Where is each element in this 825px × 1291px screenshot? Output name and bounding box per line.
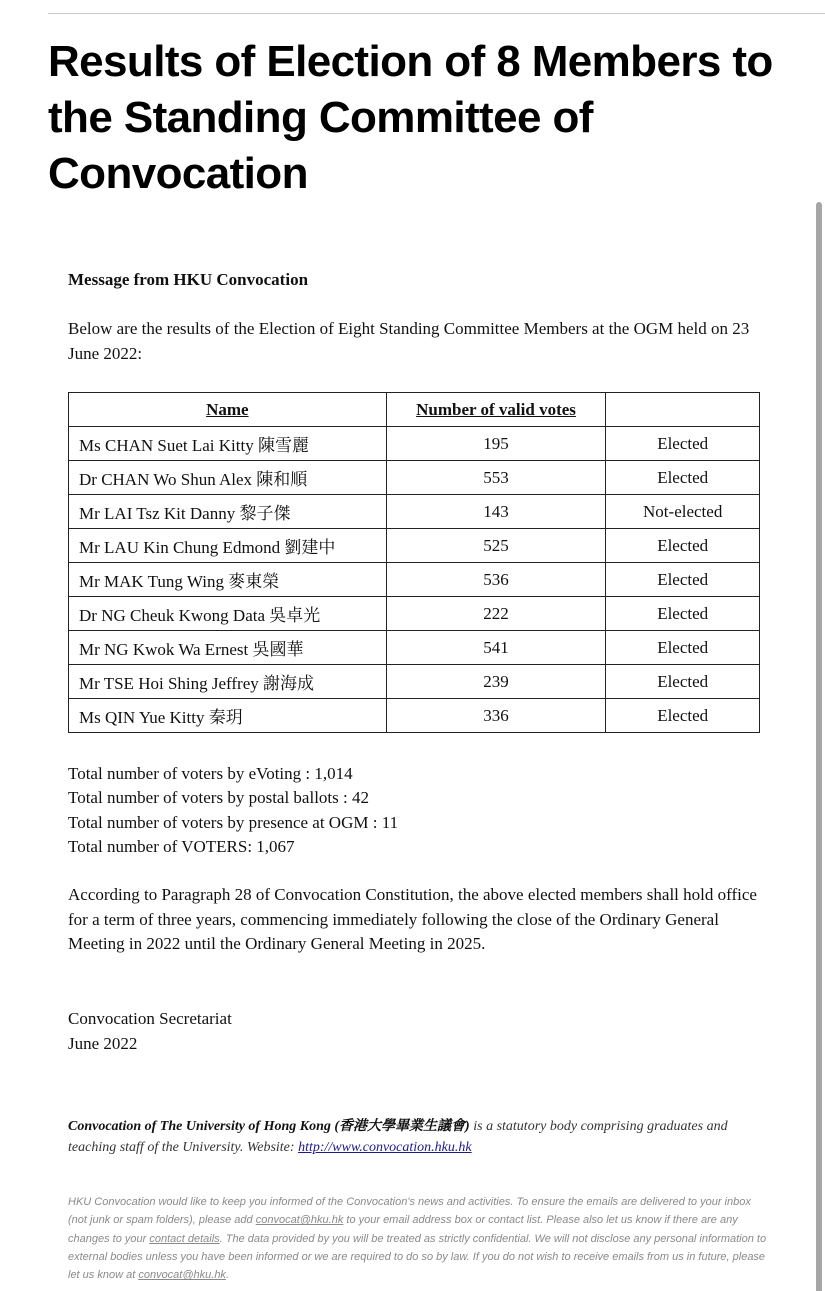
total-voters: Total number of VOTERS: 1,067 [68, 836, 295, 856]
candidate-name: Ms CHAN Suet Lai Kitty 陳雪麗 [69, 427, 387, 461]
table-row [69, 427, 760, 461]
email-body [68, 268, 768, 366]
valid-votes: 239 [386, 665, 606, 699]
valid-votes: 222 [386, 597, 606, 631]
election-status: Elected [606, 699, 760, 733]
term-paragraph: According to Paragraph 28 of Convocation Constitution, the above elected members shall hold office for a term of three years, commencing immediately following the close of the Ordinary General Meeting in 2022 until the Ordinary General Meeting in 2025. [68, 885, 757, 953]
email-link[interactable]: convocat@hku.hk [138, 1269, 226, 1282]
valid-votes: 525 [386, 529, 606, 563]
disclaimer-text: HKU Convocation would like to keep you informed of the Convocation's news and activities. To ensure the emails are delivered to your inbox (not junk or spam folders), please add [68, 1196, 751, 1227]
voter-totals [68, 762, 398, 859]
election-status: Elected [606, 427, 760, 461]
candidate-name: Mr TSE Hoi Shing Jeffrey 謝海成 [69, 665, 387, 699]
disclaimer [68, 1193, 768, 1284]
valid-votes: 536 [386, 563, 606, 597]
header-name: Name [69, 393, 387, 427]
election-status: Elected [606, 563, 760, 597]
header-votes: Number of valid votes [386, 393, 606, 427]
election-status: Elected [606, 665, 760, 699]
election-results-table [68, 392, 760, 733]
election-status: Elected [606, 529, 760, 563]
page-title: Results of Election of 8 Members to the Standing Committee of Convocation [48, 37, 773, 198]
candidate-name: Dr NG Cheuk Kwong Data 吳卓光 [69, 597, 387, 631]
total-presence: Total number of voters by presence at OGM : 11 [68, 812, 399, 832]
election-status: Elected [606, 631, 760, 665]
intro-paragraph: Below are the results of the Election of Eight Standing Committee Members at the OGM held on 23 June 2022: [68, 319, 750, 363]
signoff-date: June 2022 [68, 1034, 138, 1053]
sender-name: Convocation Secretariat [68, 1009, 232, 1028]
org-name: Convocation of The University of Hong Kong (香港大學畢業生議會) [68, 1119, 470, 1134]
candidate-name: Ms QIN Yue Kitty 秦玥 [69, 699, 387, 733]
total-postal: Total number of voters by postal ballots : 42 [68, 788, 369, 808]
election-status: Not-elected [606, 495, 760, 529]
about-convocation [68, 1116, 768, 1158]
disclaimer-text: . [225, 1269, 229, 1282]
table-row [69, 597, 760, 631]
valid-votes: 195 [386, 427, 606, 461]
table-row [69, 529, 760, 563]
header-status [606, 393, 760, 427]
valid-votes: 336 [386, 699, 606, 733]
contact-details-link[interactable]: contact details [149, 1232, 220, 1245]
election-status: Elected [606, 461, 760, 495]
website-link[interactable]: http://www.convocation.hku.hk [298, 1140, 472, 1155]
disclaimer-text: to your email address box or contact list. Please also let us know if there are any changes to your [68, 1214, 738, 1245]
about-description: is a statutory body comprising graduates and teaching staff of the University. Website: [68, 1119, 728, 1155]
table-row [69, 665, 760, 699]
table-row [69, 563, 760, 597]
signoff [68, 1006, 232, 1056]
table-row [69, 461, 760, 495]
table-row [69, 699, 760, 733]
table-header-row [69, 393, 760, 427]
candidate-name: Mr NG Kwok Wa Ernest 吳國華 [69, 631, 387, 665]
email-link[interactable]: convocat@hku.hk [255, 1214, 344, 1227]
vertical-scrollbar[interactable] [816, 202, 822, 1291]
table-row [69, 631, 760, 665]
total-evoting: Total number of voters by eVoting : 1,014 [68, 764, 353, 783]
election-status: Elected [606, 597, 760, 631]
valid-votes: 553 [386, 461, 606, 495]
top-divider [48, 13, 825, 14]
candidate-name: Mr MAK Tung Wing 麥東榮 [69, 563, 387, 597]
table-row [69, 495, 760, 529]
valid-votes: 143 [386, 495, 606, 529]
valid-votes: 541 [386, 631, 606, 665]
message-heading: Message from HKU Convocation [68, 270, 309, 289]
candidate-name: Mr LAI Tsz Kit Danny 黎子傑 [69, 495, 387, 529]
disclaimer-text: . The data provided by you will be treated as strictly confidential. We will not disclose any personal information to external bodies unless you have been informed or we are required to do so by law. If you do not wish to receive emails from us in future, please let us know at [68, 1232, 767, 1282]
candidate-name: Mr LAU Kin Chung Edmond 劉建中 [69, 529, 387, 563]
candidate-name: Dr CHAN Wo Shun Alex 陳和順 [69, 461, 387, 495]
